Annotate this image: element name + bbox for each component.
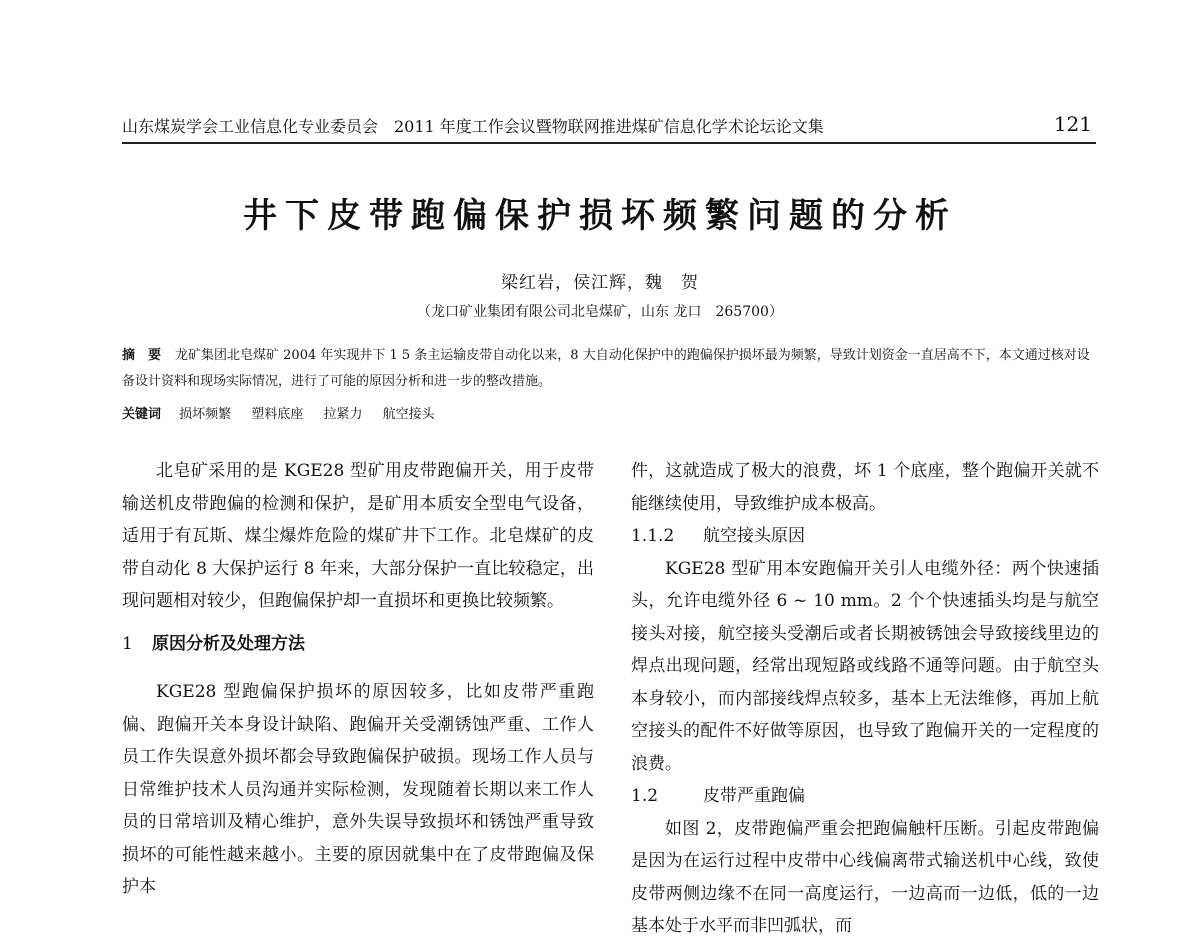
abstract-text: 龙矿集团北皂煤矿 2004 年实现井下 1 5 条主运输皮带自动化以来，8 大自动化保护中的跑偏保护损坏最为频繁，导致计划资金一直居高不下，本文通过核对设备设计资料和现场实际情况，进行了可能的原因分析和进一步的整改措施。 [122, 348, 1090, 389]
keywords [122, 403, 451, 422]
subsection-number: 1.2 [631, 786, 659, 806]
paragraph: 北皂矿采用的是 KGE28 型矿用皮带跑偏开关，用于皮带输送机皮带跑偏的检测和保护，是矿用本质安全型电气设备，适用于有瓦斯、煤尘爆炸危险的煤矿井下工作。北皂煤矿的皮带自动化 8 大保护运行 8 年来，大部分保护一直比较稳定，出现问题相对较少，但跑偏保护却一直损坏和更换比较频繁。 [122, 461, 594, 611]
keyword: 损坏频繁 [179, 407, 232, 422]
subsection-title: 皮带严重跑偏 [703, 786, 805, 806]
paragraph: KGE28 型跑偏保护损坏的原因较多，比如皮带严重跑偏、跑偏开关本身设计缺陷、跑偏开关受潮锈蚀严重、工作人员工作失误意外损坏都会导致跑偏保护破损。现场工作人员与日常维护技术人员沟通并实际检测，发现随着长期以来工作人员的日常培训及精心维护，意外失误导致损坏和锈蚀严重导致损坏的可能性越来越小。主要的原因就集中在了皮带跑偏及保护本 [122, 682, 594, 897]
subsection-heading [631, 780, 1099, 813]
keywords-label: 关键词 [122, 407, 162, 422]
keyword: 拉紧力 [323, 407, 363, 422]
abstract [122, 343, 1100, 395]
running-header [122, 112, 1096, 144]
subsection-heading [631, 520, 1099, 553]
paper-title: 井下皮带跑偏保护损坏频繁问题的分析 [243, 196, 957, 236]
paragraph: KGE28 型矿用本安跑偏开关引人电缆外径：两个快速插头，允许电缆外径 6 ~ 10 mm。2 个个快速插头均是与航空接头对接，航空接头受潮后或者长期被锈蚀会导致接线里边的焊点出现问题，经常出现短路或线路不通等问题。由于航空头本身较小，而内部接线焊点较多，基本上无法维修，再加上航空接头的配件不好做等原因，也导致了跑偏开关的一定程度的浪费。 [631, 558, 1099, 774]
subsection-number: 1.1.2 [631, 526, 675, 546]
abstract-label: 摘 要 [122, 348, 162, 363]
keyword: 航空接头 [382, 407, 435, 422]
section-heading [122, 628, 594, 661]
page-number: 121 [1053, 112, 1092, 136]
left-column [122, 455, 594, 904]
keyword: 塑料底座 [251, 407, 304, 422]
subsection-title: 航空接头原因 [703, 526, 805, 546]
authors: 梁红岩，侯江辉，魏 贺 [501, 273, 699, 293]
paragraph: 件，这就造成了极大的浪费，坏 1 个底座，整个跑偏开关就不能继续使用，导致维护成本极高。 [631, 461, 1099, 514]
section-title: 原因分析及处理方法 [152, 633, 305, 654]
right-column [631, 455, 1099, 943]
running-title: 山东煤炭学会工业信息化专业委员会 2011 年度工作会议暨物联网推进煤矿信息化学术论坛论文集 [122, 117, 824, 136]
affiliation: （龙口矿业集团有限公司北皂煤矿，山东 龙口 265700） [417, 304, 783, 320]
section-number: 1 [122, 633, 133, 654]
paragraph: 如图 2，皮带跑偏严重会把跑偏触杆压断。引起皮带跑偏是因为在运行过程中皮带中心线偏离带式输送机中心线，致使皮带两侧边缘不在同一高度运行，一边高而一边低，低的一边基本处于水平而非凹弧状，而 [631, 818, 1099, 936]
